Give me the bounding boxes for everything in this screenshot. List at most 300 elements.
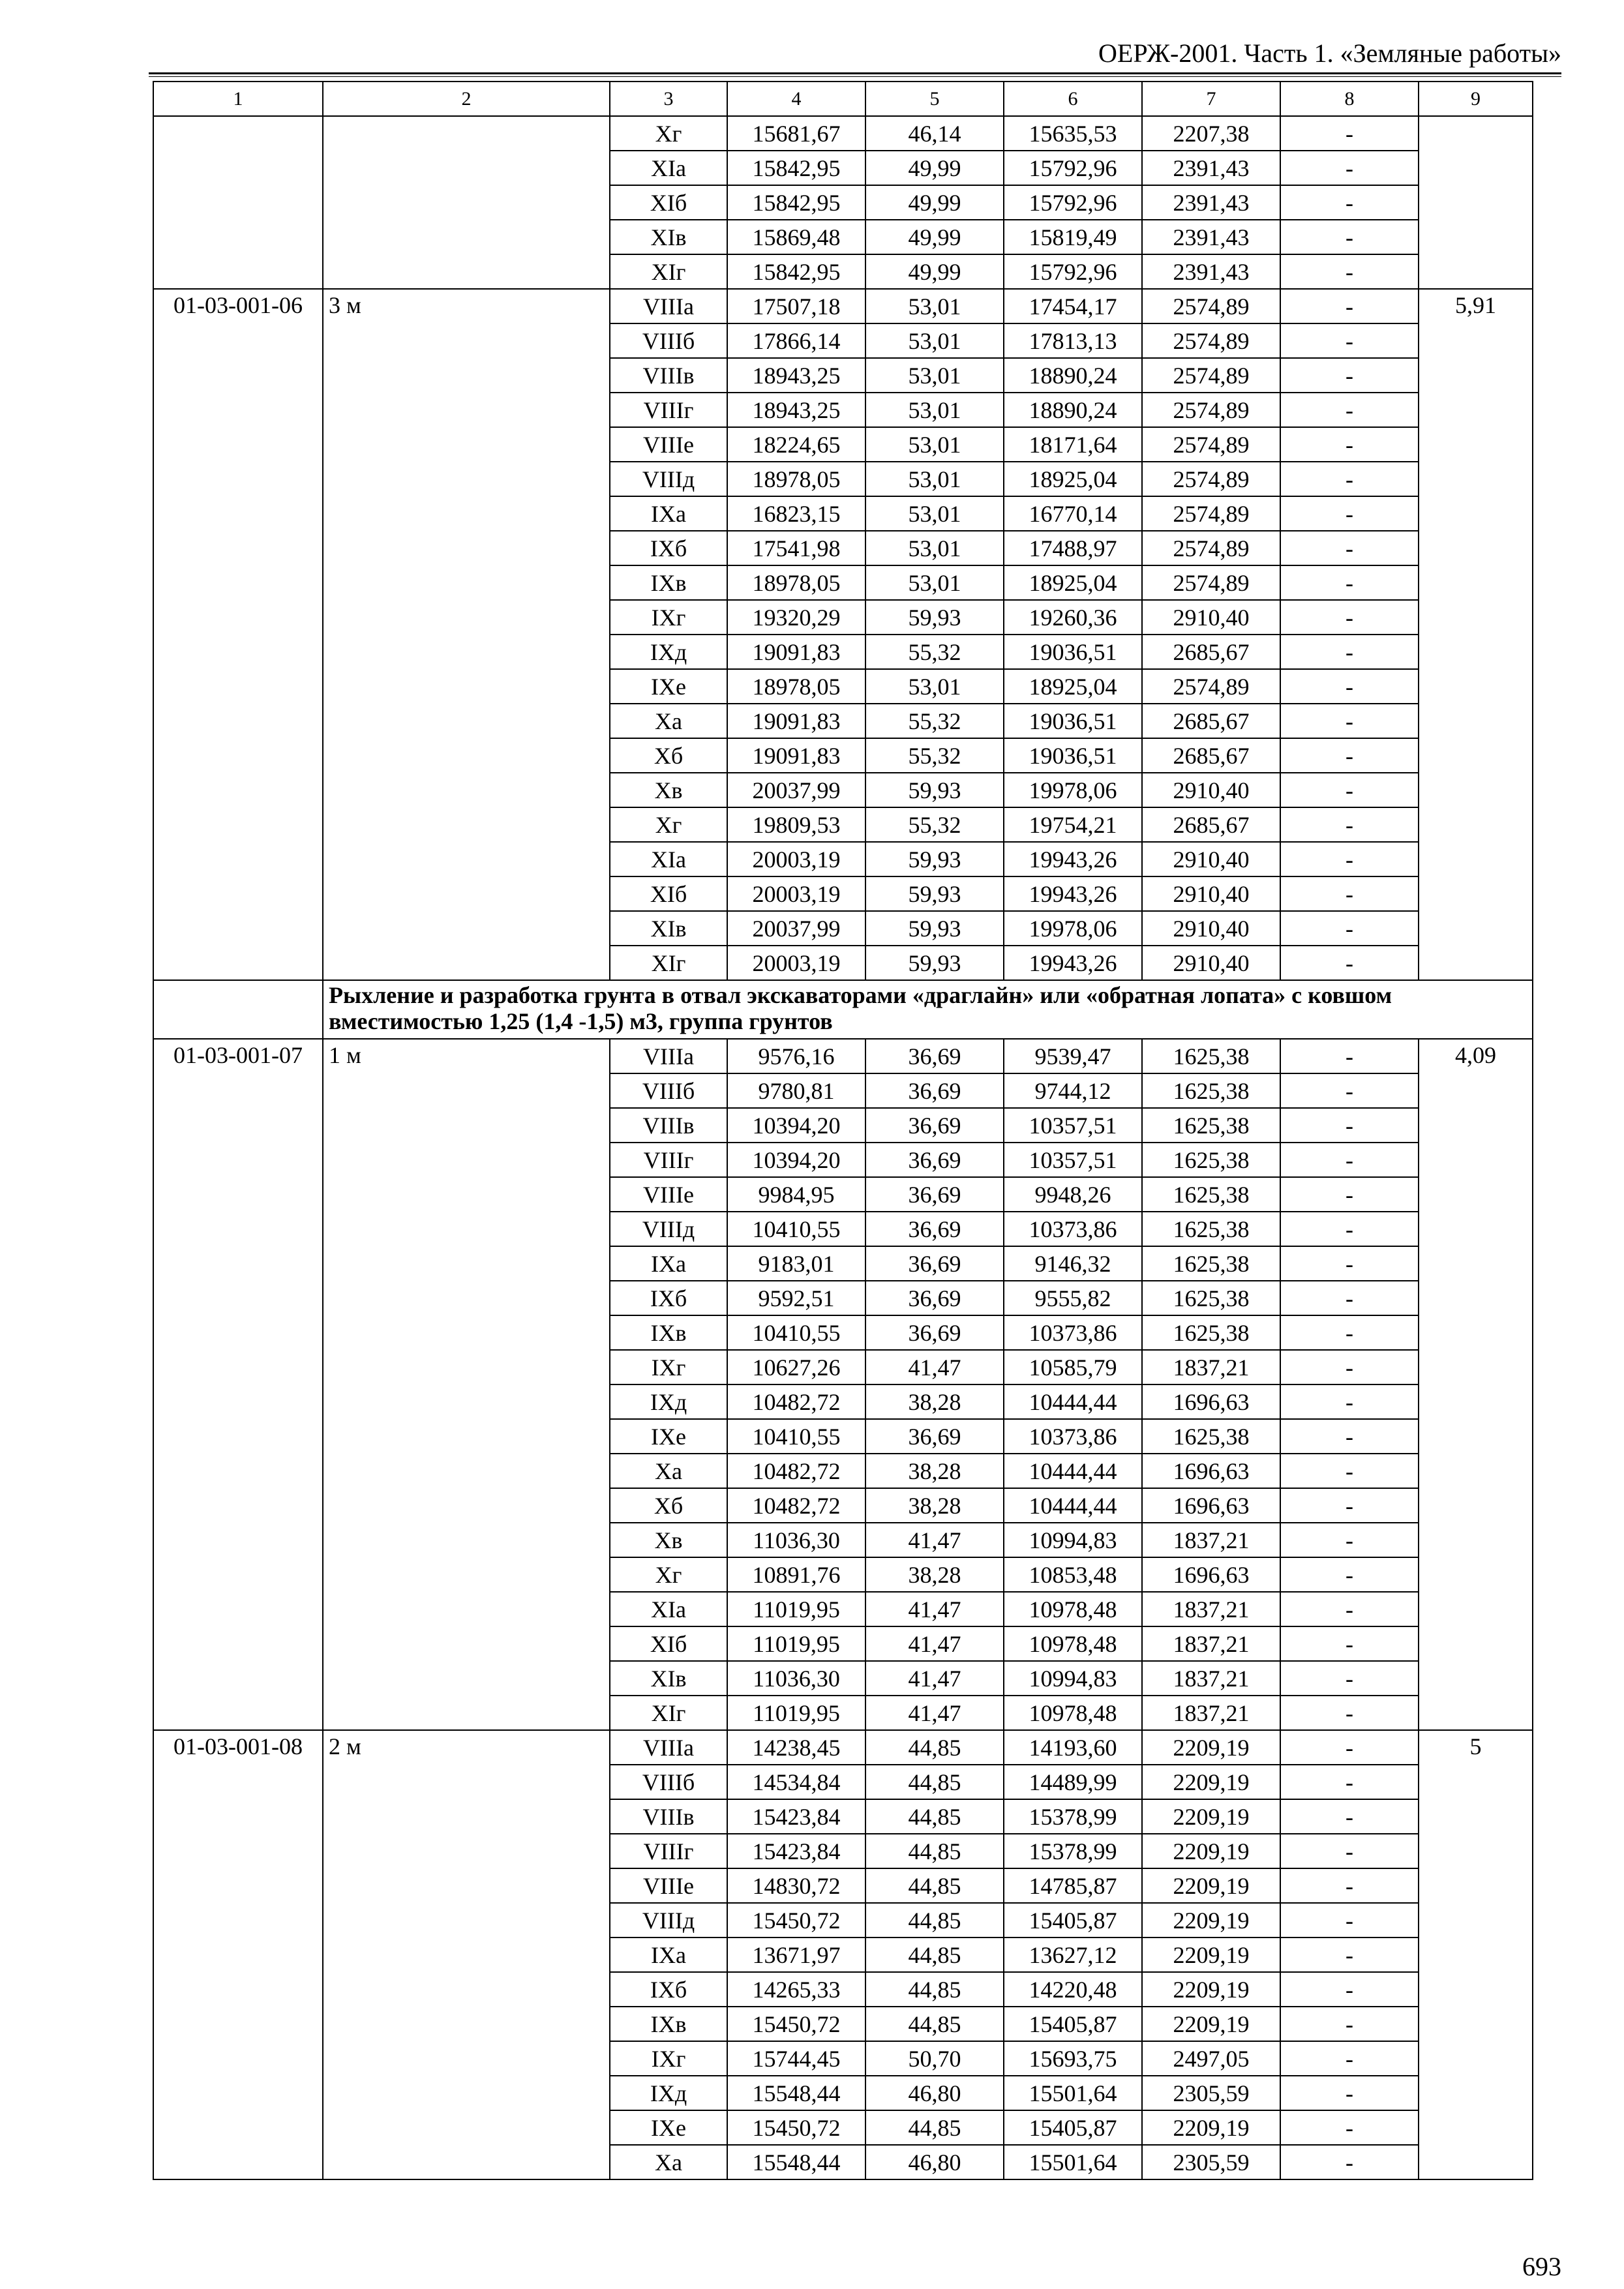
soil-group-cell: IXг xyxy=(610,600,727,635)
materials-cell: - xyxy=(1280,427,1419,462)
materials-cell: - xyxy=(1280,1799,1419,1834)
machines-cost-cell: 15693,75 xyxy=(1004,2041,1142,2076)
materials-cell: - xyxy=(1280,531,1419,565)
total-cost-cell: 19091,83 xyxy=(727,704,865,738)
total-cost-cell: 14265,33 xyxy=(727,1972,865,2007)
machinist-wages-cell: 2391,43 xyxy=(1142,151,1280,185)
column-number-cell: 9 xyxy=(1419,82,1533,116)
machinist-wages-cell: 2497,05 xyxy=(1142,2041,1280,2076)
wages-cell: 53,01 xyxy=(865,462,1004,496)
machinist-wages-cell: 2910,40 xyxy=(1142,876,1280,911)
norms-table xyxy=(153,81,1533,2180)
machines-cost-cell: 19943,26 xyxy=(1004,946,1142,980)
machines-cost-cell: 17454,17 xyxy=(1004,289,1142,323)
machines-cost-cell: 15405,87 xyxy=(1004,1903,1142,1937)
machinist-wages-cell: 1837,21 xyxy=(1142,1696,1280,1730)
soil-group-cell: IXд xyxy=(610,635,727,669)
total-cost-cell: 11036,30 xyxy=(727,1523,865,1557)
empty-cell xyxy=(153,980,323,1039)
column-number-cell: 6 xyxy=(1004,82,1142,116)
machines-cost-cell: 10585,79 xyxy=(1004,1350,1142,1384)
total-cost-cell: 20037,99 xyxy=(727,911,865,946)
materials-cell: - xyxy=(1280,1972,1419,2007)
wages-cell: 38,28 xyxy=(865,1384,1004,1419)
wages-cell: 53,01 xyxy=(865,393,1004,427)
total-cost-cell: 9183,01 xyxy=(727,1246,865,1281)
soil-group-cell: XIг xyxy=(610,946,727,980)
materials-cell: - xyxy=(1280,1834,1419,1868)
column-number-cell: 5 xyxy=(865,82,1004,116)
total-cost-cell: 17866,14 xyxy=(727,323,865,358)
machinist-wages-cell: 2574,89 xyxy=(1142,565,1280,600)
machinist-wages-cell: 1837,21 xyxy=(1142,1350,1280,1384)
table-row xyxy=(153,1039,1533,1073)
total-cost-cell: 14830,72 xyxy=(727,1868,865,1903)
wages-cell: 49,99 xyxy=(865,151,1004,185)
soil-group-cell: Xв xyxy=(610,1523,727,1557)
machines-cost-cell: 18925,04 xyxy=(1004,565,1142,600)
machines-cost-cell: 19260,36 xyxy=(1004,600,1142,635)
soil-group-cell: XIв xyxy=(610,911,727,946)
soil-group-cell: Xа xyxy=(610,1454,727,1488)
table-row xyxy=(153,116,1533,151)
materials-cell: - xyxy=(1280,2041,1419,2076)
materials-cell: - xyxy=(1280,2110,1419,2145)
materials-cell: - xyxy=(1280,1592,1419,1626)
wages-cell: 53,01 xyxy=(865,427,1004,462)
total-cost-cell: 15450,72 xyxy=(727,2007,865,2041)
soil-group-cell: Xа xyxy=(610,2145,727,2179)
machinist-wages-cell: 2685,67 xyxy=(1142,635,1280,669)
machinist-wages-cell: 1625,38 xyxy=(1142,1281,1280,1315)
wages-cell: 59,93 xyxy=(865,911,1004,946)
column-number-cell: 1 xyxy=(153,82,323,116)
total-cost-cell: 11019,95 xyxy=(727,1626,865,1661)
column-number-cell: 4 xyxy=(727,82,865,116)
machines-cost-cell: 19754,21 xyxy=(1004,807,1142,842)
total-cost-cell: 10482,72 xyxy=(727,1384,865,1419)
materials-cell: - xyxy=(1280,289,1419,323)
materials-cell: - xyxy=(1280,704,1419,738)
total-cost-cell: 11019,95 xyxy=(727,1592,865,1626)
machines-cost-cell: 19036,51 xyxy=(1004,635,1142,669)
total-cost-cell: 17507,18 xyxy=(727,289,865,323)
soil-group-cell: IXд xyxy=(610,1384,727,1419)
column-number-cell: 7 xyxy=(1142,82,1280,116)
wages-cell: 53,01 xyxy=(865,358,1004,393)
total-cost-cell: 9576,16 xyxy=(727,1039,865,1073)
materials-cell: - xyxy=(1280,669,1419,704)
wages-cell: 53,01 xyxy=(865,669,1004,704)
wages-cell: 55,32 xyxy=(865,635,1004,669)
total-cost-cell: 15423,84 xyxy=(727,1799,865,1834)
norm-name: 3 м xyxy=(323,289,610,980)
machines-cost-cell: 18171,64 xyxy=(1004,427,1142,462)
wages-cell: 36,69 xyxy=(865,1108,1004,1143)
machines-cost-cell: 14220,48 xyxy=(1004,1972,1142,2007)
column-number-row xyxy=(153,82,1533,116)
soil-group-cell: Xг xyxy=(610,807,727,842)
total-cost-cell: 19809,53 xyxy=(727,807,865,842)
materials-cell: - xyxy=(1280,1765,1419,1799)
machinist-wages-cell: 2207,38 xyxy=(1142,116,1280,151)
machinist-wages-cell: 2574,89 xyxy=(1142,393,1280,427)
machinist-wages-cell: 1696,63 xyxy=(1142,1557,1280,1592)
machines-cost-cell: 14193,60 xyxy=(1004,1730,1142,1765)
total-cost-cell: 18978,05 xyxy=(727,669,865,704)
soil-group-cell: IXа xyxy=(610,496,727,531)
machines-cost-cell: 19978,06 xyxy=(1004,911,1142,946)
wages-cell: 55,32 xyxy=(865,807,1004,842)
machinist-wages-cell: 1837,21 xyxy=(1142,1661,1280,1696)
norm-code: 01-03-001-06 xyxy=(153,289,323,980)
materials-cell: - xyxy=(1280,773,1419,807)
soil-group-cell: VIIIб xyxy=(610,323,727,358)
total-cost-cell: 10410,55 xyxy=(727,1212,865,1246)
machines-cost-cell: 10978,48 xyxy=(1004,1626,1142,1661)
materials-cell: - xyxy=(1280,1177,1419,1212)
machinist-wages-cell: 2574,89 xyxy=(1142,496,1280,531)
soil-group-cell: VIIIб xyxy=(610,1765,727,1799)
materials-cell: - xyxy=(1280,807,1419,842)
total-cost-cell: 15842,95 xyxy=(727,254,865,289)
materials-cell: - xyxy=(1280,116,1419,151)
total-cost-cell: 20037,99 xyxy=(727,773,865,807)
header-rule xyxy=(149,72,1561,74)
column-number-cell: 2 xyxy=(323,82,610,116)
machines-cost-cell: 17488,97 xyxy=(1004,531,1142,565)
machinist-wages-cell: 2391,43 xyxy=(1142,185,1280,220)
soil-group-cell: IXе xyxy=(610,2110,727,2145)
section-title: Рыхление и разработка грунта в отвал экскаваторами «драглайн» или «обратная лопата» с ковшом вместимостью 1,25 (1,4 -1,5) м3, группа грунтов xyxy=(323,980,1533,1039)
soil-group-cell: IXа xyxy=(610,1246,727,1281)
wages-cell: 36,69 xyxy=(865,1212,1004,1246)
wages-cell: 36,69 xyxy=(865,1177,1004,1212)
total-cost-cell: 19320,29 xyxy=(727,600,865,635)
soil-group-cell: IXв xyxy=(610,1315,727,1350)
machinist-wages-cell: 2209,19 xyxy=(1142,1799,1280,1834)
materials-cell: - xyxy=(1280,1350,1419,1384)
labor-cost-cell xyxy=(1419,116,1533,289)
soil-group-cell: IXв xyxy=(610,2007,727,2041)
machines-cost-cell: 10978,48 xyxy=(1004,1592,1142,1626)
soil-group-cell: XIа xyxy=(610,1592,727,1626)
machines-cost-cell: 18925,04 xyxy=(1004,669,1142,704)
wages-cell: 36,69 xyxy=(865,1315,1004,1350)
wages-cell: 53,01 xyxy=(865,565,1004,600)
labor-cost-cell: 4,09 xyxy=(1419,1039,1533,1730)
machinist-wages-cell: 2910,40 xyxy=(1142,600,1280,635)
total-cost-cell: 18224,65 xyxy=(727,427,865,462)
wages-cell: 38,28 xyxy=(865,1454,1004,1488)
soil-group-cell: Xг xyxy=(610,116,727,151)
materials-cell: - xyxy=(1280,1523,1419,1557)
machinist-wages-cell: 1625,38 xyxy=(1142,1039,1280,1073)
machines-cost-cell: 15819,49 xyxy=(1004,220,1142,254)
wages-cell: 41,47 xyxy=(865,1661,1004,1696)
column-number-cell: 3 xyxy=(610,82,727,116)
soil-group-cell: IXе xyxy=(610,1419,727,1454)
total-cost-cell: 10410,55 xyxy=(727,1315,865,1350)
materials-cell: - xyxy=(1280,738,1419,773)
machines-cost-cell: 14785,87 xyxy=(1004,1868,1142,1903)
machinist-wages-cell: 1625,38 xyxy=(1142,1212,1280,1246)
wages-cell: 41,47 xyxy=(865,1350,1004,1384)
page-number: 693 xyxy=(1522,2252,1561,2281)
materials-cell: - xyxy=(1280,1039,1419,1073)
machines-cost-cell: 19943,26 xyxy=(1004,842,1142,876)
materials-cell: - xyxy=(1280,2007,1419,2041)
norm-name xyxy=(323,116,610,289)
soil-group-cell: XIв xyxy=(610,1661,727,1696)
total-cost-cell: 10394,20 xyxy=(727,1143,865,1177)
machines-cost-cell: 15792,96 xyxy=(1004,254,1142,289)
wages-cell: 55,32 xyxy=(865,738,1004,773)
machines-cost-cell: 9555,82 xyxy=(1004,1281,1142,1315)
soil-group-cell: IXг xyxy=(610,2041,727,2076)
materials-cell: - xyxy=(1280,1315,1419,1350)
machinist-wages-cell: 2305,59 xyxy=(1142,2145,1280,2179)
header-rule-thin xyxy=(149,76,1561,77)
total-cost-cell: 11019,95 xyxy=(727,1696,865,1730)
machinist-wages-cell: 1696,63 xyxy=(1142,1384,1280,1419)
wages-cell: 44,85 xyxy=(865,1937,1004,1972)
soil-group-cell: IXг xyxy=(610,1350,727,1384)
soil-group-cell: VIIIв xyxy=(610,358,727,393)
materials-cell: - xyxy=(1280,1661,1419,1696)
machinist-wages-cell: 2910,40 xyxy=(1142,842,1280,876)
wages-cell: 44,85 xyxy=(865,1903,1004,1937)
wages-cell: 44,85 xyxy=(865,2110,1004,2145)
machines-cost-cell: 10444,44 xyxy=(1004,1454,1142,1488)
soil-group-cell: XIг xyxy=(610,254,727,289)
total-cost-cell: 19091,83 xyxy=(727,738,865,773)
materials-cell: - xyxy=(1280,2145,1419,2179)
soil-group-cell: IXа xyxy=(610,1937,727,1972)
total-cost-cell: 16823,15 xyxy=(727,496,865,531)
soil-group-cell: XIб xyxy=(610,185,727,220)
machines-cost-cell: 15501,64 xyxy=(1004,2076,1142,2110)
machinist-wages-cell: 2391,43 xyxy=(1142,254,1280,289)
materials-cell: - xyxy=(1280,1384,1419,1419)
soil-group-cell: VIIIа xyxy=(610,1039,727,1073)
machines-cost-cell: 13627,12 xyxy=(1004,1937,1142,1972)
labor-cost-cell: 5,91 xyxy=(1419,289,1533,980)
machinist-wages-cell: 2574,89 xyxy=(1142,289,1280,323)
machinist-wages-cell: 2305,59 xyxy=(1142,2076,1280,2110)
soil-group-cell: IXб xyxy=(610,531,727,565)
soil-group-cell: VIIIб xyxy=(610,1073,727,1108)
soil-group-cell: VIIIе xyxy=(610,427,727,462)
wages-cell: 44,85 xyxy=(865,1765,1004,1799)
soil-group-cell: VIIIв xyxy=(610,1799,727,1834)
wages-cell: 36,69 xyxy=(865,1419,1004,1454)
materials-cell: - xyxy=(1280,1696,1419,1730)
section-title-row xyxy=(153,980,1533,1039)
machinist-wages-cell: 2574,89 xyxy=(1142,323,1280,358)
total-cost-cell: 20003,19 xyxy=(727,946,865,980)
wages-cell: 41,47 xyxy=(865,1592,1004,1626)
machines-cost-cell: 10978,48 xyxy=(1004,1696,1142,1730)
machinist-wages-cell: 1625,38 xyxy=(1142,1246,1280,1281)
machinist-wages-cell: 2685,67 xyxy=(1142,738,1280,773)
soil-group-cell: VIIIд xyxy=(610,1212,727,1246)
total-cost-cell: 15842,95 xyxy=(727,151,865,185)
machinist-wages-cell: 1837,21 xyxy=(1142,1523,1280,1557)
machines-cost-cell: 15635,53 xyxy=(1004,116,1142,151)
machinist-wages-cell: 1696,63 xyxy=(1142,1454,1280,1488)
materials-cell: - xyxy=(1280,2076,1419,2110)
materials-cell: - xyxy=(1280,462,1419,496)
machinist-wages-cell: 1625,38 xyxy=(1142,1073,1280,1108)
machinist-wages-cell: 1625,38 xyxy=(1142,1108,1280,1143)
materials-cell: - xyxy=(1280,220,1419,254)
machinist-wages-cell: 2910,40 xyxy=(1142,911,1280,946)
machinist-wages-cell: 2209,19 xyxy=(1142,1765,1280,1799)
total-cost-cell: 15744,45 xyxy=(727,2041,865,2076)
soil-group-cell: Xа xyxy=(610,704,727,738)
machines-cost-cell: 18890,24 xyxy=(1004,358,1142,393)
soil-group-cell: IXб xyxy=(610,1972,727,2007)
soil-group-cell: IXе xyxy=(610,669,727,704)
machines-cost-cell: 10357,51 xyxy=(1004,1143,1142,1177)
total-cost-cell: 19091,83 xyxy=(727,635,865,669)
machines-cost-cell: 10444,44 xyxy=(1004,1384,1142,1419)
soil-group-cell: VIIIе xyxy=(610,1868,727,1903)
soil-group-cell: IXб xyxy=(610,1281,727,1315)
machinist-wages-cell: 2209,19 xyxy=(1142,1868,1280,1903)
machinist-wages-cell: 1625,38 xyxy=(1142,1143,1280,1177)
wages-cell: 59,93 xyxy=(865,773,1004,807)
soil-group-cell: XIг xyxy=(610,1696,727,1730)
wages-cell: 49,99 xyxy=(865,254,1004,289)
wages-cell: 59,93 xyxy=(865,876,1004,911)
soil-group-cell: XIб xyxy=(610,876,727,911)
wages-cell: 41,47 xyxy=(865,1523,1004,1557)
table-row xyxy=(153,1730,1533,1765)
machinist-wages-cell: 1625,38 xyxy=(1142,1315,1280,1350)
machinist-wages-cell: 2209,19 xyxy=(1142,2007,1280,2041)
wages-cell: 41,47 xyxy=(865,1626,1004,1661)
materials-cell: - xyxy=(1280,1557,1419,1592)
materials-cell: - xyxy=(1280,565,1419,600)
wages-cell: 53,01 xyxy=(865,496,1004,531)
wages-cell: 53,01 xyxy=(865,289,1004,323)
machines-cost-cell: 10373,86 xyxy=(1004,1315,1142,1350)
machinist-wages-cell: 2209,19 xyxy=(1142,2110,1280,2145)
machinist-wages-cell: 1837,21 xyxy=(1142,1626,1280,1661)
soil-group-cell: IXд xyxy=(610,2076,727,2110)
total-cost-cell: 10482,72 xyxy=(727,1454,865,1488)
materials-cell: - xyxy=(1280,1108,1419,1143)
machinist-wages-cell: 2574,89 xyxy=(1142,427,1280,462)
total-cost-cell: 10482,72 xyxy=(727,1488,865,1523)
total-cost-cell: 13671,97 xyxy=(727,1937,865,1972)
materials-cell: - xyxy=(1280,323,1419,358)
norm-name: 1 м xyxy=(323,1039,610,1730)
norm-code: 01-03-001-08 xyxy=(153,1730,323,2179)
total-cost-cell: 14534,84 xyxy=(727,1765,865,1799)
soil-group-cell: XIб xyxy=(610,1626,727,1661)
wages-cell: 44,85 xyxy=(865,1730,1004,1765)
materials-cell: - xyxy=(1280,1419,1419,1454)
wages-cell: 36,69 xyxy=(865,1281,1004,1315)
total-cost-cell: 9984,95 xyxy=(727,1177,865,1212)
wages-cell: 36,69 xyxy=(865,1143,1004,1177)
materials-cell: - xyxy=(1280,600,1419,635)
total-cost-cell: 14238,45 xyxy=(727,1730,865,1765)
machinist-wages-cell: 2574,89 xyxy=(1142,531,1280,565)
wages-cell: 36,69 xyxy=(865,1246,1004,1281)
wages-cell: 44,85 xyxy=(865,1868,1004,1903)
wages-cell: 46,14 xyxy=(865,116,1004,151)
machinist-wages-cell: 2574,89 xyxy=(1142,669,1280,704)
soil-group-cell: XIа xyxy=(610,842,727,876)
soil-group-cell: VIIIе xyxy=(610,1177,727,1212)
materials-cell: - xyxy=(1280,1281,1419,1315)
wages-cell: 55,32 xyxy=(865,704,1004,738)
machines-cost-cell: 14489,99 xyxy=(1004,1765,1142,1799)
machines-cost-cell: 15792,96 xyxy=(1004,185,1142,220)
materials-cell: - xyxy=(1280,1454,1419,1488)
machines-cost-cell: 19978,06 xyxy=(1004,773,1142,807)
total-cost-cell: 18978,05 xyxy=(727,462,865,496)
soil-group-cell: Xб xyxy=(610,738,727,773)
materials-cell: - xyxy=(1280,1903,1419,1937)
wages-cell: 46,80 xyxy=(865,2145,1004,2179)
machinist-wages-cell: 2574,89 xyxy=(1142,358,1280,393)
wages-cell: 44,85 xyxy=(865,2007,1004,2041)
machines-cost-cell: 18925,04 xyxy=(1004,462,1142,496)
wages-cell: 41,47 xyxy=(865,1696,1004,1730)
wages-cell: 53,01 xyxy=(865,531,1004,565)
machines-cost-cell: 10994,83 xyxy=(1004,1661,1142,1696)
wages-cell: 38,28 xyxy=(865,1557,1004,1592)
machines-cost-cell: 9146,32 xyxy=(1004,1246,1142,1281)
materials-cell: - xyxy=(1280,946,1419,980)
soil-group-cell: VIIIг xyxy=(610,1143,727,1177)
machines-cost-cell: 19036,51 xyxy=(1004,738,1142,773)
machines-cost-cell: 15378,99 xyxy=(1004,1834,1142,1868)
total-cost-cell: 15548,44 xyxy=(727,2076,865,2110)
total-cost-cell: 10394,20 xyxy=(727,1108,865,1143)
wages-cell: 59,93 xyxy=(865,600,1004,635)
wages-cell: 50,70 xyxy=(865,2041,1004,2076)
machines-cost-cell: 16770,14 xyxy=(1004,496,1142,531)
wages-cell: 49,99 xyxy=(865,220,1004,254)
labor-cost-cell: 5 xyxy=(1419,1730,1533,2179)
total-cost-cell: 20003,19 xyxy=(727,876,865,911)
materials-cell: - xyxy=(1280,1868,1419,1903)
total-cost-cell: 15681,67 xyxy=(727,116,865,151)
total-cost-cell: 10627,26 xyxy=(727,1350,865,1384)
total-cost-cell: 20003,19 xyxy=(727,842,865,876)
total-cost-cell: 15548,44 xyxy=(727,2145,865,2179)
machinist-wages-cell: 2209,19 xyxy=(1142,1903,1280,1937)
materials-cell: - xyxy=(1280,1246,1419,1281)
soil-group-cell: XIа xyxy=(610,151,727,185)
soil-group-cell: VIIIг xyxy=(610,393,727,427)
materials-cell: - xyxy=(1280,911,1419,946)
total-cost-cell: 9592,51 xyxy=(727,1281,865,1315)
wages-cell: 59,93 xyxy=(865,842,1004,876)
total-cost-cell: 18978,05 xyxy=(727,565,865,600)
machines-cost-cell: 15405,87 xyxy=(1004,2110,1142,2145)
table-row xyxy=(153,289,1533,323)
machines-cost-cell: 18890,24 xyxy=(1004,393,1142,427)
total-cost-cell: 15842,95 xyxy=(727,185,865,220)
materials-cell: - xyxy=(1280,1488,1419,1523)
